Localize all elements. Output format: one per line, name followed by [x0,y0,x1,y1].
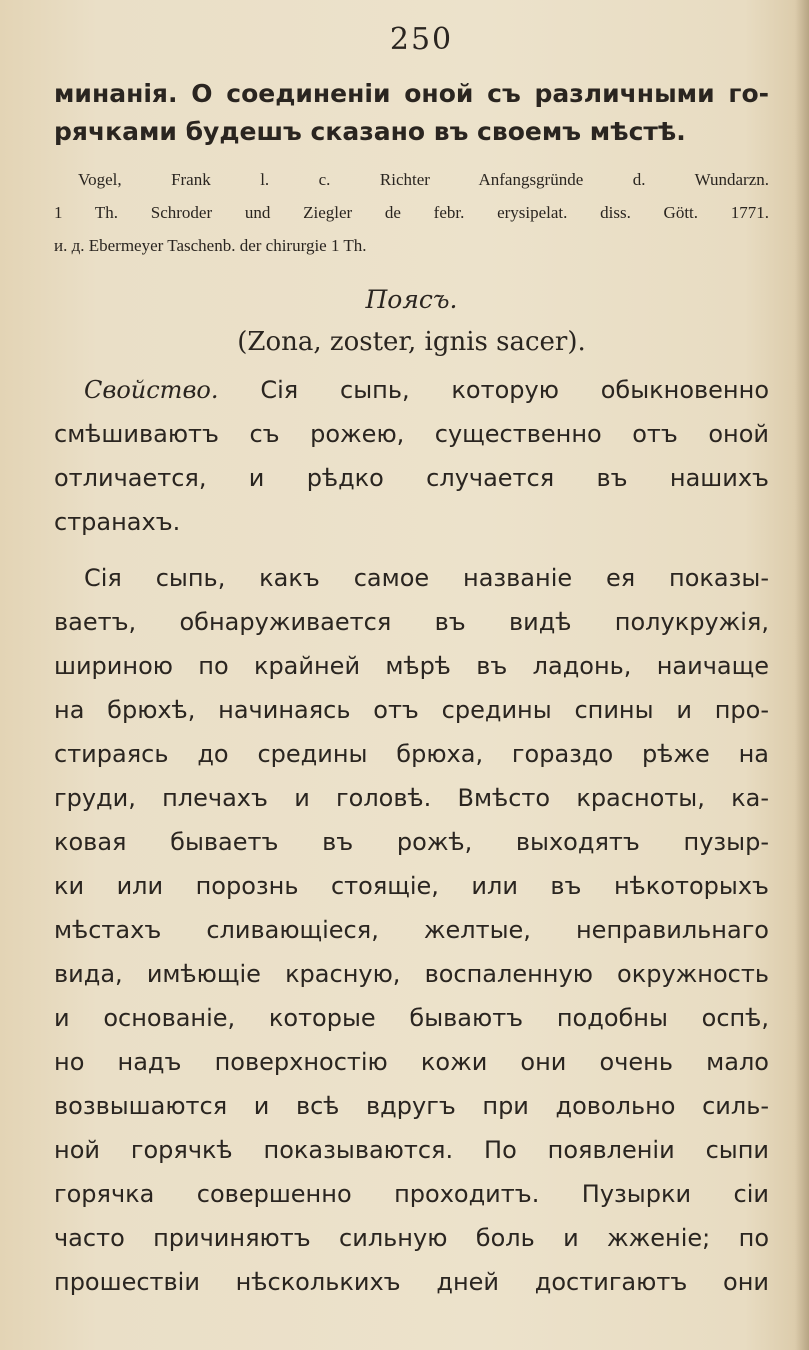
text-line: рячками будешъ сказано въ своемъ мѣстѣ. [54,117,686,146]
text-line: минанія. О соединеніи оной съ различными го- [54,79,769,108]
text-line: груди, плечахъ и головѣ. Вмѣсто красноты, ка- [54,784,769,812]
reference-line: и. д. Ebermeyer Taschenb. der chirurgie 1 Th. [54,236,367,255]
text-line: смѣшиваютъ съ рожею, существенно отъ оной [54,420,769,448]
text-line: и основаніе, которые бываютъ подобны оспѣ, [54,1004,769,1032]
text-line: вида, имѣющіе красную, воспаленную окружность [54,960,769,988]
text-line: ной горячкѣ показываются. По появленіи сыпи [54,1136,769,1164]
references [54,163,769,262]
text-line: возвышаются и всѣ вдругъ при довольно силь- [54,1092,769,1120]
text-line: ваетъ, обнаруживается въ видѣ полукружія, [54,608,769,636]
text-line: стираясь до средины брюха, гораздо рѣже на [54,740,769,768]
text-line: мѣстахъ сливающіеся, желтые, неправильнаго [54,916,769,944]
text-line: странахъ. [54,508,181,536]
reference-line: Vogel, Frank l. c. Richter Anfangsgründe d. Wundarzn. [78,170,769,189]
text-line: отличается, и рѣдко случается въ нашихъ [54,464,769,492]
text-line: ки или порознь стоящіе, или въ нѣкоторыхъ [54,872,769,900]
page-edge-shadow [795,0,809,1350]
text-line: но надъ поверхностію кожи они очень мало [54,1048,769,1076]
text-line-rest: Сія сыпь, которую обыкновенно [260,376,769,404]
text-line: шириною по крайней мѣрѣ въ ладонь, наичаще [54,652,769,680]
section-title: Поясъ. [365,285,458,314]
section-subtitle: (Zona, zoster, ignis sacer). [237,327,586,357]
text-line: горячка совершенно проходитъ. Пузырки сіи [54,1180,769,1208]
paragraph-gap [54,544,769,552]
paragraph-description [54,556,769,1304]
text-line [54,368,769,412]
text-line: часто причиняютъ сильную боль и жженіе; по [54,1224,769,1252]
paragraph-lead: Свойство. [84,376,219,404]
reference-line: 1 Th. Schroder und Ziegler de febr. erysipelat. diss. Gött. 1771. [54,203,769,222]
paragraph-properties [54,368,769,544]
text-line: прошествіи нѣсколькихъ дней достигаютъ они [54,1268,769,1296]
page-number: 250 [389,22,454,57]
text-line: ковая бываетъ въ рожѣ, выходятъ пузыр- [54,828,769,856]
text-line: на брюхѣ, начинаясь отъ средины спины и про- [54,696,769,724]
continued-text [54,75,769,151]
text-line: Сія сыпь, какъ самое названіе ея показы- [84,564,769,592]
